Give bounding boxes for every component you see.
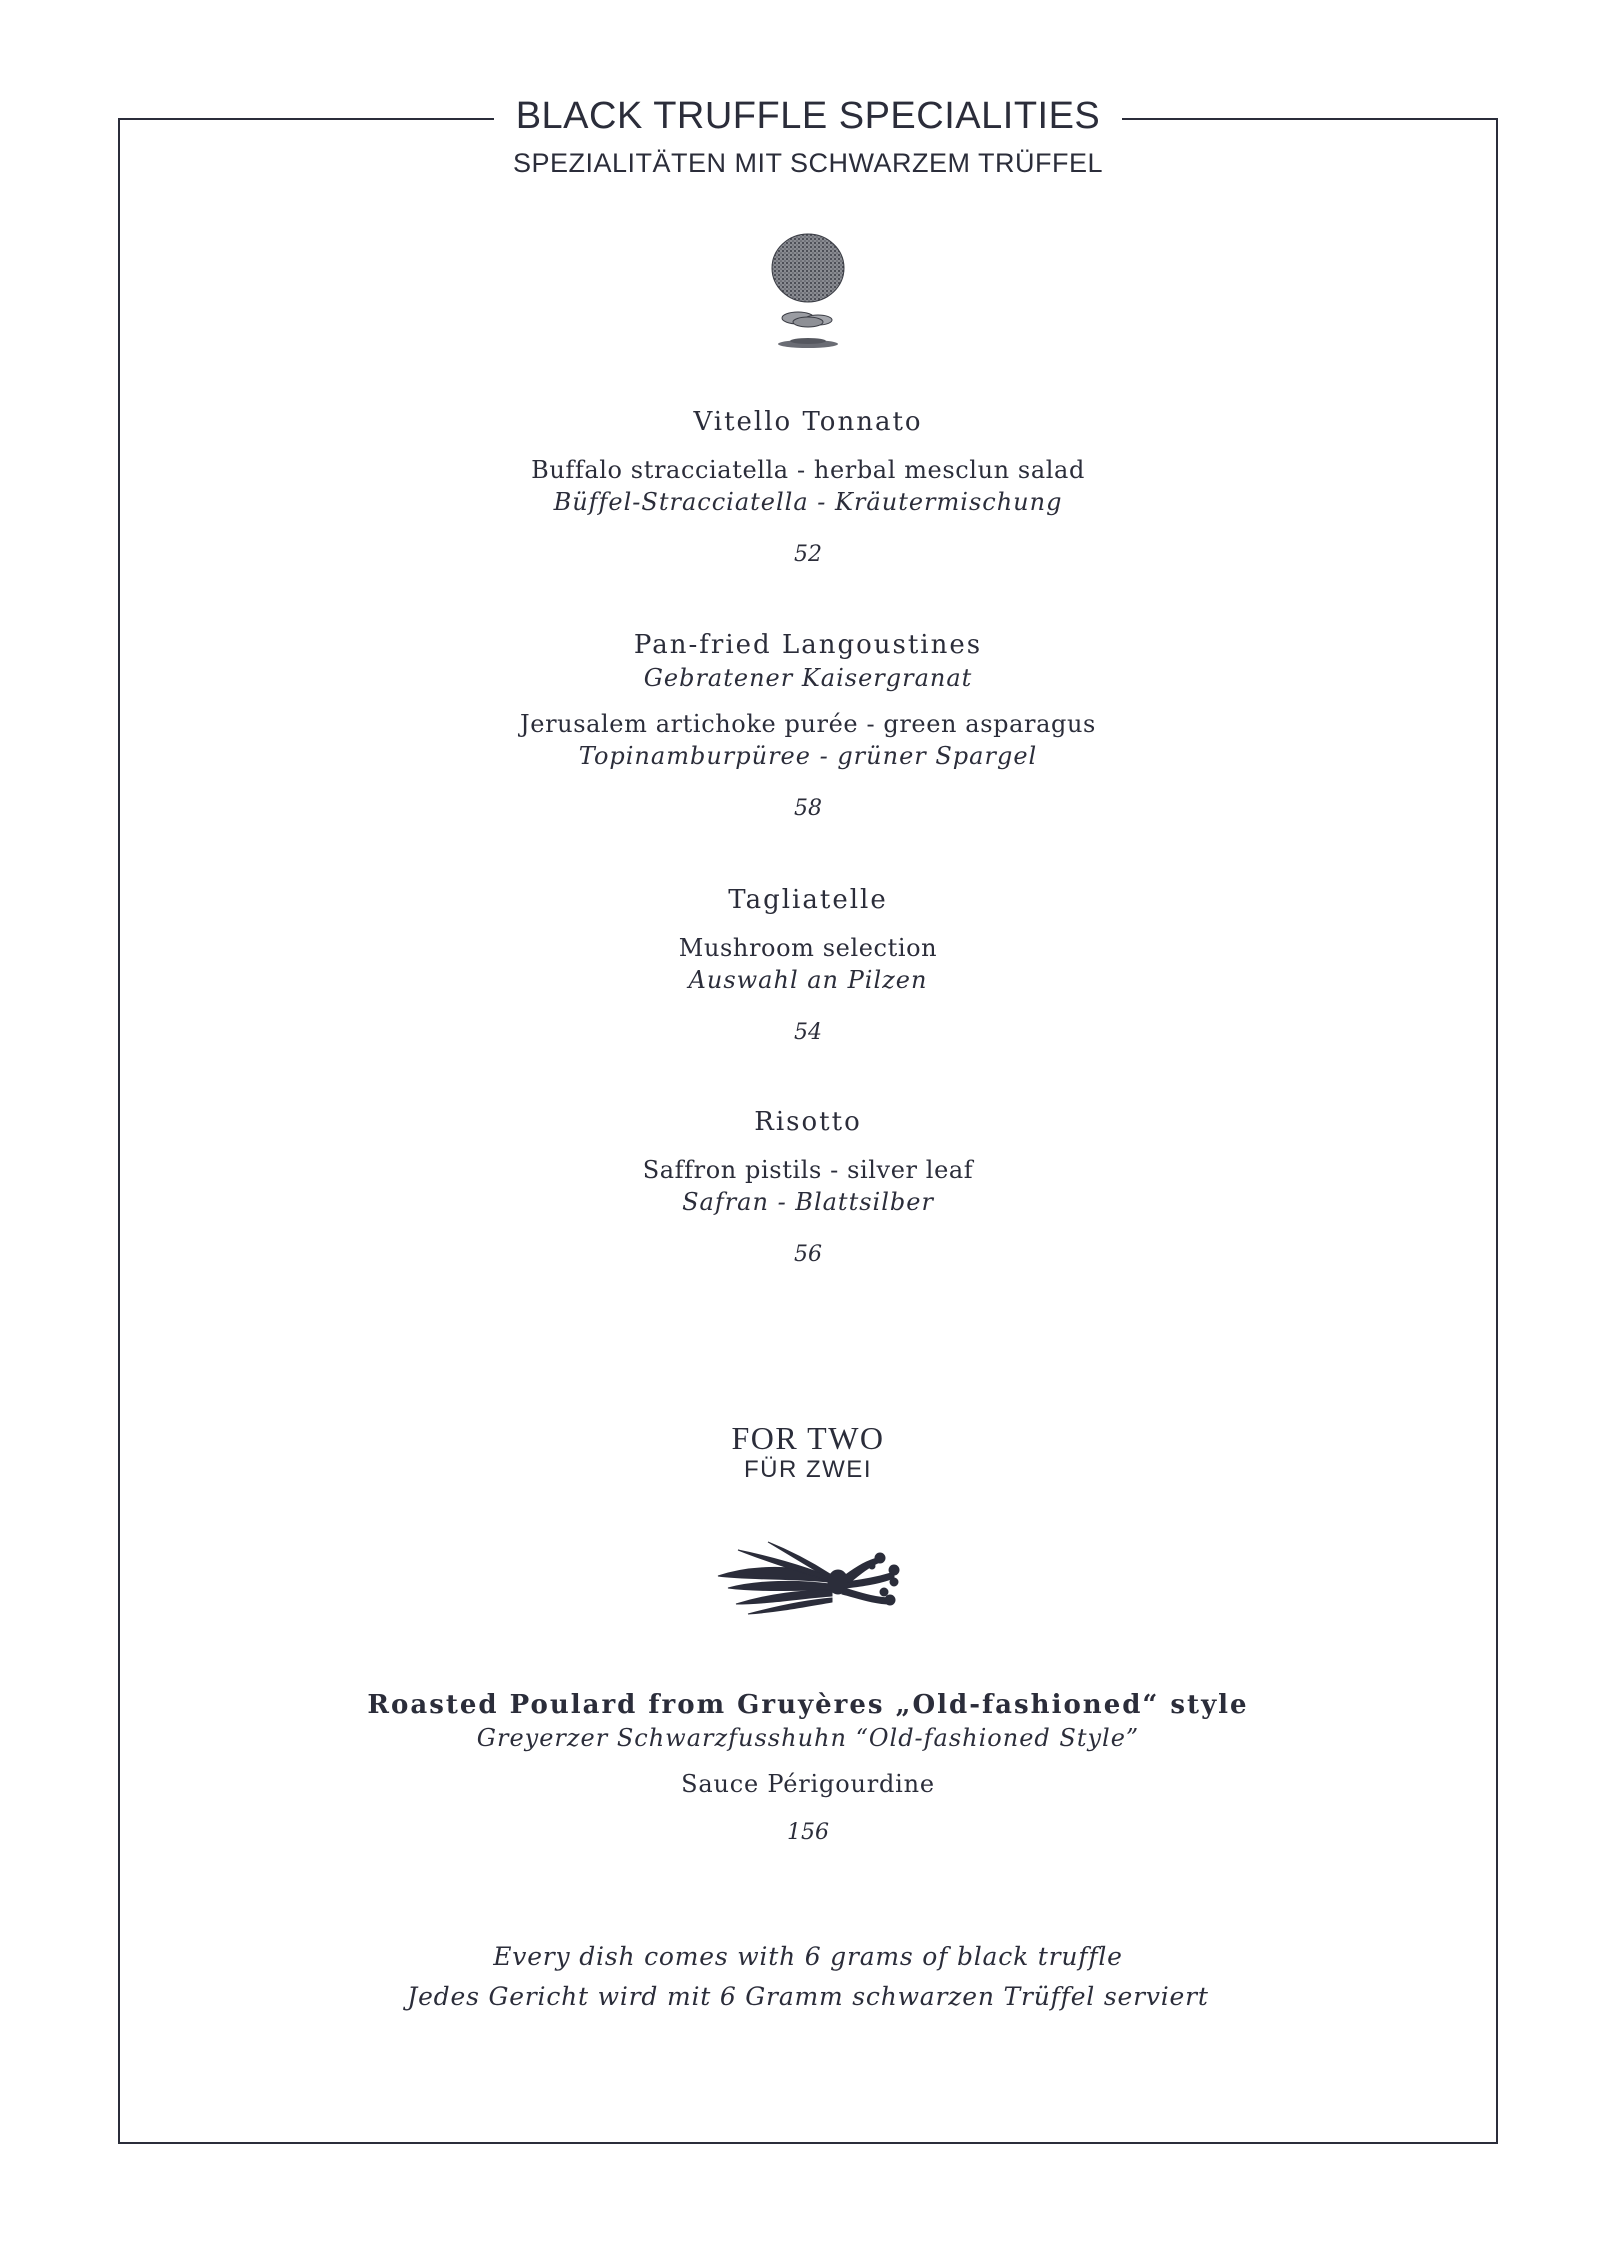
footer-note-en: Every dish comes with 6 grams of black truffle [493,1942,1123,1971]
dish-name: Vitello Tonnato [693,407,923,437]
carrot-bunch-icon [708,1536,908,1626]
dish-langoustines-details [0,708,1616,772]
dish-name: Tagliatelle [728,885,888,915]
dish-vitello-tonnato [0,405,1616,439]
dish-tagliatelle [0,883,1616,917]
dish-poulard-sauce-wrap [0,1768,1616,1800]
page-title: BLACK TRUFFLE SPECIALITIES [494,92,1123,140]
footer-note [0,1937,1616,2017]
dish-price-wrap [0,1240,1616,1270]
dish-name: Pan-fried Langoustines [633,630,983,660]
dish-poulard [0,1688,1616,1754]
dish-sauce: Sauce Périgourdine [681,1770,935,1798]
dish-description: Saffron pistils - silver leaf [642,1156,974,1184]
page-subtitle: SPEZIALITÄTEN MIT SCHWARZEM TRÜFFEL [512,148,1104,178]
truffle-icon [758,226,858,356]
section-title: FOR TWO [731,1420,885,1456]
dish-price: 56 [794,1242,822,1267]
dish-description-de: Safran - Blattsilber [682,1188,934,1216]
dish-price: 58 [794,796,822,821]
section-for-two [0,1420,1616,1484]
dish-price-wrap [0,1018,1616,1048]
footer-note-de: Jedes Gericht wird mit 6 Gramm schwarzen Trüffel serviert [407,1982,1209,2011]
header [0,92,1616,140]
dish-price-wrap [0,794,1616,824]
dish-description: Buffalo stracciatella - herbal mesclun salad [531,456,1085,484]
dish-name-de: Gebratener Kaisergranat [643,664,973,692]
dish-description-de: Auswahl an Pilzen [688,966,928,994]
dish-description-de: Topinamburpüree - grüner Spargel [578,742,1038,770]
dish-description-de: Büffel-Stracciatella - Kräutermischung [553,488,1063,516]
dish-description: Jerusalem artichoke purée - green asparagus [520,710,1096,738]
section-subtitle: FÜR ZWEI [744,1456,872,1483]
dish-price: 52 [794,542,822,567]
dish-name: Roasted Poulard from Gruyères „Old-fashioned“ style [367,1690,1249,1720]
dish-price: 156 [787,1820,829,1845]
dish-risotto-details [0,1154,1616,1218]
dish-risotto [0,1105,1616,1139]
dish-price: 54 [794,1020,822,1045]
dish-vitello-tonnato-details [0,454,1616,518]
dish-price-wrap [0,540,1616,570]
dish-description: Mushroom selection [678,934,938,962]
dish-price-wrap [0,1818,1616,1848]
dish-name: Risotto [754,1107,862,1137]
dish-tagliatelle-details [0,932,1616,996]
dish-name-de: Greyerzer Schwarzfusshuhn “Old-fashioned Style” [476,1724,1140,1752]
dish-langoustines [0,628,1616,694]
